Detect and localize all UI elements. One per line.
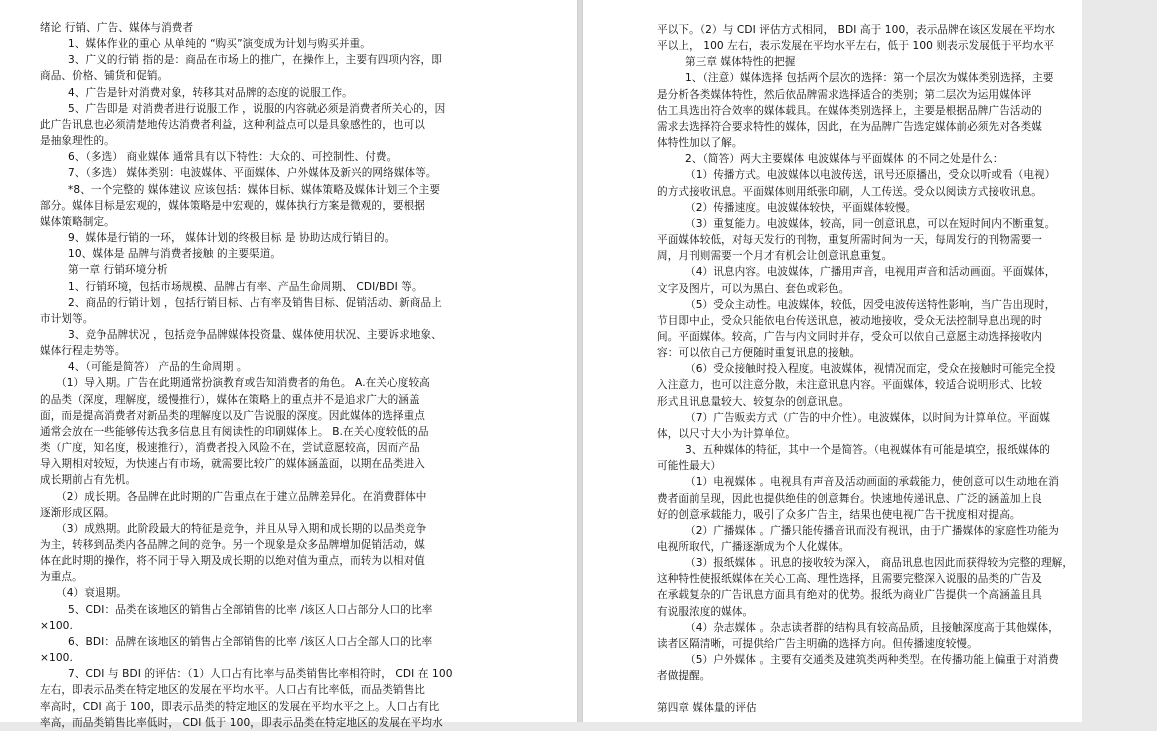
left-page-text — [40, 20, 492, 731]
text-line: 是抽象理性的。 — [40, 135, 115, 148]
text-line: 第四章 媒体量的评估 — [657, 702, 757, 715]
text-line: （4）讯息内容。电波媒体，广播用声音，电视用声音和活动画面。平面媒体， — [685, 266, 1056, 279]
text-line: 的方式接收讯息。平面媒体则用纸张印刷，人工传送。受众以阅读方式接收讯息。 — [657, 185, 1042, 198]
text-line: （2）广播媒体 。广播只能传播音讯而没有视讯，由于广播媒体的家庭性功能为 — [685, 524, 1059, 537]
text-line: （2）成长期。各品牌在此时期的广告重点在于建立品牌差异化。在消费群体中 — [56, 490, 427, 503]
text-line: *8、一个完整的 媒体建议 应该包括：媒体目标、媒体策略及媒体计划三个主要 — [68, 183, 441, 196]
text-line: （4）杂志媒体 。杂志读者群的结构具有较高品质，且接触深度高于其他媒体， — [685, 621, 1059, 634]
text-line: 第一章 行销环境分析 — [68, 264, 168, 277]
text-line: 媒体行程走势等。 — [40, 345, 126, 358]
text-line: （1）传播方式。电波媒体以电波传送，讯号还原播出，受众以听或看（电视） — [685, 169, 1056, 182]
text-line: 好的创意承载能力，吸引了众多广告主，结果也使电视广告干扰度相对提高。 — [657, 508, 1021, 521]
text-line: 周，月刊则需要一个月才有机会让创意讯息重复。 — [657, 250, 893, 263]
text-line: 可能性最大） — [657, 460, 722, 473]
text-line: 需求去选择符合要求特性的媒体，因此，在为品牌广告选定媒体前必须先对各类媒 — [657, 120, 1042, 133]
text-line: 媒体策略制定。 — [40, 215, 115, 228]
text-line: （1）导入期。广告在此期通常扮演教育或告知消费者的角色。 A.在关心度较高 — [56, 377, 430, 390]
text-line: 左右，即表示品类在特定地区的发展在平均水平。人口占有比率低，而品类销售比 — [40, 684, 425, 697]
text-line: 读者区隔清晰，可提供给广告主明确的选择方向。但传播速度较慢。 — [657, 637, 978, 650]
text-line: 这种特性使报纸媒体在关心工高、理性选择，且需要完整深入说服的品类的广告及 — [657, 573, 1042, 586]
text-line: 绪论 行销、广告、媒体与消费者 — [40, 22, 194, 34]
text-line: 平以上， 100 左右，表示发展在平均水平左右，低于 100 则表示发展低于平均水平 — [657, 40, 1055, 53]
text-line: 估工具选出符合效率的媒体载具。在媒体类别选择上，主要是根据品牌广告活动的 — [657, 104, 1042, 117]
text-line: 4、广告是针对消费对象，转移其对品牌的态度的说服工作。 — [68, 86, 353, 99]
text-line: 3、五种媒体的特征，其中一个是简答。（电视媒体有可能是填空，报纸媒体的 — [685, 444, 1051, 457]
text-line — [657, 684, 1157, 700]
text-line: ×100. — [40, 619, 73, 632]
text-line: 3、竞争品牌状况 ，包括竞争品牌媒体投资量、媒体使用状况、主要诉求地象、 — [68, 328, 442, 341]
text-line: 平面媒体较低，对每天发行的刊物，重复所需时间为一天，每周发行的刊物需要一 — [657, 234, 1042, 247]
text-line: （3）成熟期。此阶段最大的特征是竞争，并且从导入期和成长期的以品类竞争 — [56, 522, 427, 535]
text-line: 5、广告即是 对消费者进行说服工作 ，说服的内容就必须是消费者所关心的，因 — [68, 102, 446, 115]
text-line: 电视所取代，广播逐渐成为个人化媒体。 — [657, 541, 850, 553]
text-line: 7、CDI 与 BDI 的评估：（1）人口占有比率与品类销售比率相符时， CDI 在 100 — [68, 668, 453, 681]
text-line: 7、（多选） 媒体类别：电波媒体、平面媒体、户外媒体及新兴的网络媒体等。 — [68, 167, 437, 180]
text-line: （7）广告贩卖方式（广告的中介性）。电波媒体，以时间为计算单位。平面媒 — [685, 411, 1051, 424]
text-line: 文字及图片，可以为黑白、套色或彩色。 — [657, 282, 850, 295]
text-line: 5、CDI：品类在该地区的销售占全部销售的比率 /该区人口占部分人口的比率 — [68, 603, 433, 616]
text-line: 通常会放在一些能够传达我多信息且有阅读性的印刷媒体上。 B.在关心度较低的品 — [40, 425, 429, 438]
text-line: 3、广义的行销 指的是：商品在市场上的推广，在操作上，主要有四项内容，即 — [68, 54, 442, 67]
text-line: 1、媒体作业的重心 从单纯的 “购买”演变成为计划与购买并重。 — [68, 38, 371, 51]
text-line: 形式且讯息量较大、较复杂的创意讯息。 — [657, 395, 850, 408]
text-line: 2、商品的行销计划 ，包括行销目标、占有率及销售目标、促销活动、新商品上 — [68, 296, 442, 309]
right-page — [582, 0, 1082, 722]
text-line: 为主，转移到品类内各品牌之间的竞争。另一个现象是众多品牌增加促销活动，媒 — [40, 539, 425, 551]
text-line: （2）传播速度。电波媒体较快，平面媒体较慢。 — [685, 201, 917, 214]
text-line: 在承载复杂的广告讯息方面具有绝对的优势。报纸为商业广告提供一个高涵盖且具 — [657, 589, 1042, 602]
text-line: 市计划等。 — [40, 312, 94, 325]
text-line: 有说服浓度的媒体。 — [657, 605, 754, 618]
text-line: 10、媒体是 品牌与消费者接触 的主要渠道。 — [68, 248, 282, 261]
text-line: 类（广度，知名度，极速推行），消费者投入风险不在，尝试意愿较高，因而产品 — [40, 442, 420, 455]
text-line: 成长期前占有先机。 — [40, 474, 137, 487]
text-line: 此广告讯息也必须清楚地传达消费者利益，这种利益点可以是具象感性的，也可以 — [40, 118, 425, 131]
text-line: 商品、价格、铺货和促销。 — [40, 70, 169, 83]
text-line: 2、（简答）两大主要媒体 电波媒体与平面媒体 的不同之处是什么： — [685, 153, 1004, 166]
text-line: 的品类（深度，理解度，缓慢推行），媒体在策略上的重点并不是追求广大的涵盖 — [40, 393, 420, 406]
text-line: 第三章 媒体特性的把握 — [685, 56, 796, 69]
text-line: 容：可以依自己方便随时重复讯息的接触。 — [657, 347, 861, 360]
text-line: 率高，而品类销售比率低时， CDI 低于 100，即表示品类在特定地区的发展在平均水 — [40, 716, 443, 729]
text-line: 体，以尺寸大小为计算单位。 — [657, 427, 797, 440]
left-page — [0, 0, 578, 729]
text-line: 1、行销环境，包括市场规模、品牌占有率、产品生命周期、 CDI/BDI 等。 — [68, 280, 423, 293]
text-line: 1、（注意）媒体选择 包括两个层次的选择：第一个层次为媒体类别选择，主要 — [685, 72, 1054, 85]
text-line: 是分析各类媒体特性，然后依品牌需求选择适合的类别；第二层次为运用媒体评 — [657, 88, 1032, 101]
text-line: 为重点。 — [40, 571, 83, 584]
text-line: （5）户外媒体 。主要有交通类及建筑类两种类型。在传播功能上偏重于对消费 — [685, 654, 1059, 667]
text-line: 9、媒体是行销的一环， 媒体计划的终极目标 是 协助达成行销目的。 — [68, 232, 396, 245]
text-line: ×100. — [40, 652, 73, 665]
text-line: 逐渐形成区隔。 — [40, 506, 115, 519]
text-line: 率高时，CDI 高于 100，即表示品类的特定地区的发展在平均水平之上。人口占有比 — [40, 700, 440, 713]
text-line: （5）受众主动性。电波媒体，较低，因受电波传送特性影响，当广告出现时， — [685, 298, 1056, 311]
text-line: （4）衰退期。 — [56, 587, 128, 600]
text-line: （1）电视媒体 。电视具有声音及活动画面的承载能力，使创意可以生动地在消 — [685, 476, 1059, 489]
text-line: （6）受众接触时投入程度。电波媒体，视情况而定，受众在接触时可能完全投 — [685, 363, 1056, 376]
text-line: （3）报纸媒体 。讯息的接收较为深入， 商品讯息也因此而获得较为完整的理解， — [685, 557, 1074, 570]
text-line: （3）重复能力。电波媒体，较高，同一创意讯息，可以在短时间内不断重复。 — [685, 217, 1056, 230]
text-line: 入注意力，也可以注意分散，未注意讯息内容。平面媒体，较适合说明形式、比较 — [657, 379, 1042, 392]
text-line: 体在此时期的操作，将不同于导入期及成长期的以绝对值为重点，而转为以相对值 — [40, 555, 425, 568]
text-line: 费者面前呈现，因此也提供绝佳的创意舞台。快速地传递讯息、广泛的涵盖加上良 — [657, 492, 1042, 505]
text-line: 导入期相对较短，为快速占有市场，就需要比较广的媒体涵盖面，以期在品类进入 — [40, 458, 425, 471]
text-line: 面，而是提高消费者对新品类的理解度以及广告说服的深度。因此媒体的选择重点 — [40, 409, 425, 422]
text-line: 平以下。（2）与 CDI 评估方式相同， BDI 高于 100，表示品牌在该区发展在平均水 — [657, 24, 1056, 36]
text-line: 间。平面媒体。较高，广告与内文同时并存，受众可以依自己意愿主动选择接收内 — [657, 330, 1042, 343]
text-line: 节目即中止，受众只能依电台传送讯息，被动地接收，受众无法控制导息出现的时 — [657, 314, 1042, 327]
text-line: 4、（可能是简答） 产品的生命周期 。 — [68, 361, 248, 374]
text-line: 者做提醒。 — [657, 670, 711, 683]
text-line: 部分。媒体目标是宏观的，媒体策略是中宏观的，媒体执行方案是微观的，要根据 — [40, 199, 425, 212]
text-line: 6、BDI：品牌在该地区的销售占全部销售的比率 /该区人口占全部人口的比率 — [68, 635, 433, 648]
text-line: 体特性加以了解。 — [657, 137, 743, 150]
text-line: 6、（多选） 商业媒体 通常具有以下特性：大众的、可控制性、付费。 — [68, 151, 398, 164]
right-page-text — [657, 22, 1157, 717]
